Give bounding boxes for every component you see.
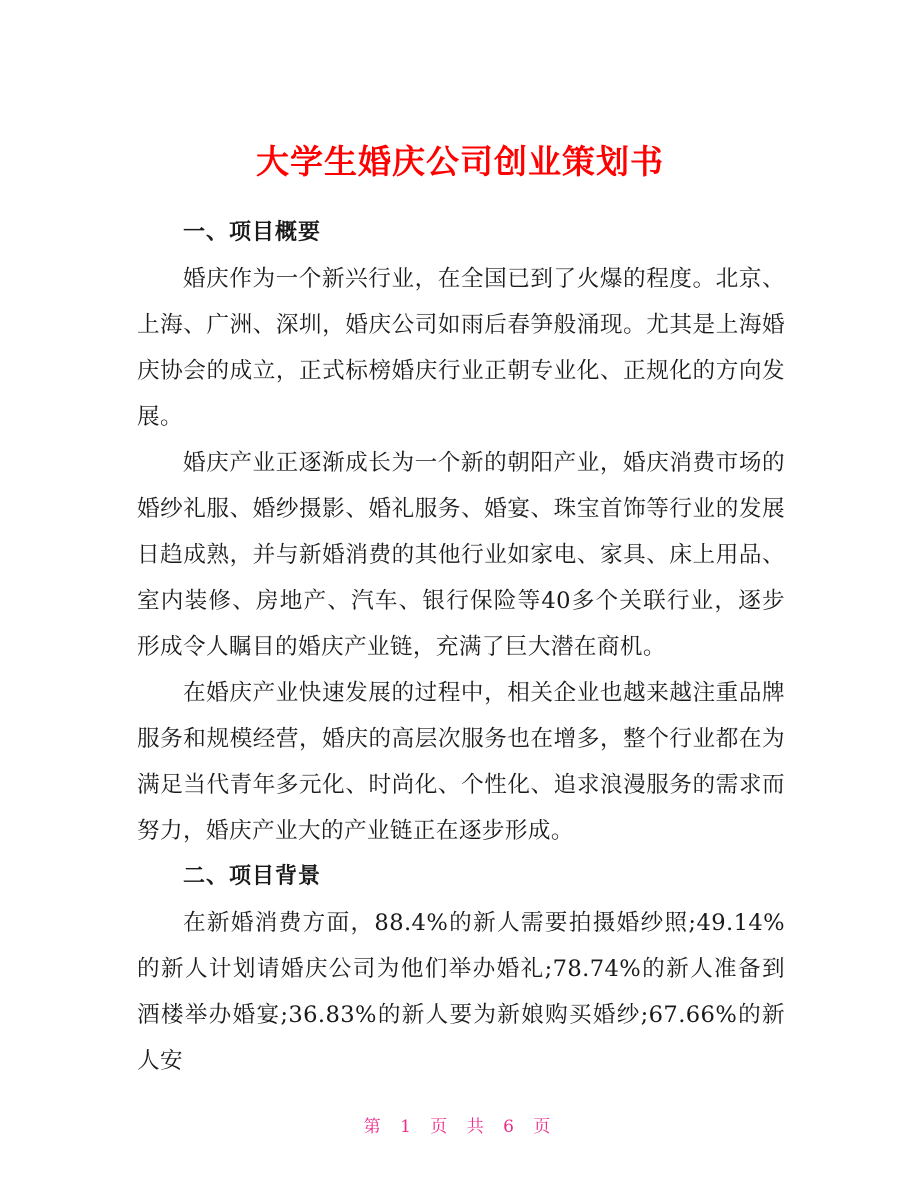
paragraph: 在新婚消费方面，88.4%的新人需要拍摄婚纱照;49.14%的新人计划请婚庆公司为他们举办婚礼;78.74%的新人准备到酒楼举办婚宴;36.83%的新人要为新娘购买婚纱;67.66%的新人安 [137,910,785,1074]
document-title: 大学生婚庆公司创业策划书 [256,142,664,182]
section-project-overview [137,210,785,854]
section-heading: 一、项目概要 [183,220,322,245]
section-project-background [137,854,785,1084]
paragraph: 婚庆作为一个新兴行业，在全国已到了火爆的程度。北京、上海、广洲、深圳，婚庆公司如雨后春笋般涌现。尤其是上海婚庆协会的成立，正式标榜婚庆行业正朝专业化、正规化的方向发展。 [137,266,785,430]
document-body [137,210,785,1084]
section-heading: 二、项目背景 [183,864,322,889]
paragraph: 婚庆产业正逐渐成长为一个新的朝阳产业，婚庆消费市场的婚纱礼服、婚纱摄影、婚礼服务、婚宴、珠宝首饰等行业的发展日趋成熟，并与新婚消费的其他行业如家电、家具、床上用品、室内装修、房地产、汽车、银行保险等40多个关联行业，逐步形成令人瞩目的婚庆产业链，充满了巨大潜在商机。 [137,450,785,660]
paragraph: 在婚庆产业快速发展的过程中，相关企业也越来越注重品牌服务和规模经营，婚庆的高层次服务也在增多，整个行业都在为满足当代青年多元化、时尚化、个性化、追求浪漫服务的需求而努力，婚庆产业大的产业链正在逐步形成。 [137,680,785,844]
page-number-footer: 第 1 页 共 6 页 [363,1117,557,1137]
